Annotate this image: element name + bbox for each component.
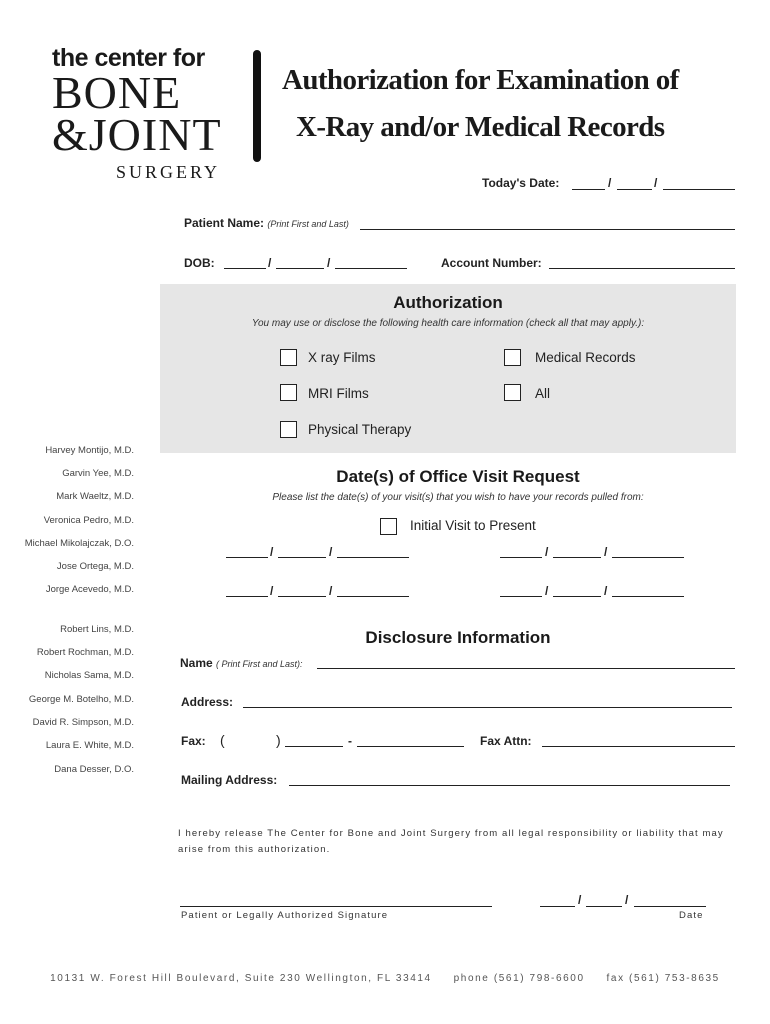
todays-date-month-field[interactable] bbox=[572, 189, 605, 190]
signature-date-month[interactable] bbox=[540, 906, 575, 907]
dob-month-field[interactable] bbox=[224, 268, 266, 269]
visit-date-4-month[interactable] bbox=[500, 596, 542, 597]
fax-number-field[interactable] bbox=[357, 746, 464, 747]
signature-caption: Patient or Legally Authorized Signature bbox=[181, 910, 389, 921]
dob-year-field[interactable] bbox=[335, 268, 407, 269]
physical-therapy-label: Physical Therapy bbox=[308, 422, 412, 437]
logo-divider bbox=[253, 50, 261, 162]
address-field[interactable] bbox=[243, 707, 732, 708]
fax-paren-open: ( bbox=[220, 732, 225, 748]
release-statement: I hereby release The Center for Bone and Joint Surgery from all legal responsibility or liability that may arise from this authorization. bbox=[178, 828, 724, 855]
doctor-name: George M. Botelho, M.D. bbox=[28, 694, 134, 705]
patient-name-label: Patient Name: (Print First and Last) bbox=[184, 216, 349, 230]
signature-date-year[interactable] bbox=[634, 906, 706, 907]
disclosure-name-label: Name ( Print First and Last): bbox=[180, 656, 303, 670]
authorization-subtitle: You may use or disclose the following health care information (check all that may apply.): bbox=[251, 318, 645, 329]
signature-field[interactable] bbox=[180, 906, 492, 907]
visit-date-3-month[interactable] bbox=[226, 596, 268, 597]
xray-films-checkbox[interactable] bbox=[280, 349, 297, 366]
mri-films-label: MRI Films bbox=[308, 386, 369, 401]
visit-date-1-year[interactable] bbox=[337, 557, 409, 558]
logo-text-surgery: SURGERY bbox=[116, 162, 221, 182]
visit-date-2-year[interactable] bbox=[612, 557, 684, 558]
visit-date-2-month[interactable] bbox=[500, 557, 542, 558]
doctor-name: Veronica Pedro, M.D. bbox=[43, 515, 134, 526]
doctor-name: Jorge Acevedo, M.D. bbox=[45, 584, 134, 595]
todays-date-year-field[interactable] bbox=[663, 189, 735, 190]
footer bbox=[0, 973, 770, 984]
visit-date-1-month[interactable] bbox=[226, 557, 268, 558]
doctor-name: Robert Rochman, M.D. bbox=[36, 647, 134, 658]
medical-records-label: Medical Records bbox=[535, 350, 636, 365]
fax-paren-close: ) bbox=[276, 732, 281, 748]
logo-text-line1: the center for bbox=[52, 44, 205, 72]
dob-day-field[interactable] bbox=[276, 268, 324, 269]
doctor-name: Jose Ortega, M.D. bbox=[56, 561, 134, 572]
authorization-title: Authorization bbox=[393, 293, 503, 312]
medical-records-checkbox[interactable] bbox=[504, 349, 521, 366]
logo-text-joint: &JOINT bbox=[52, 109, 222, 160]
visit-date-3-year[interactable] bbox=[337, 596, 409, 597]
doctor-name: Laura E. White, M.D. bbox=[45, 740, 134, 751]
account-number-label: Account Number: bbox=[441, 256, 542, 270]
doctor-name: Nicholas Sama, M.D. bbox=[44, 670, 134, 681]
visit-date-2-day[interactable] bbox=[553, 557, 601, 558]
account-number-field[interactable] bbox=[549, 268, 735, 269]
visits-title: Date(s) of Office Visit Request bbox=[336, 467, 580, 486]
fax-prefix-field[interactable] bbox=[285, 746, 343, 747]
all-checkbox[interactable] bbox=[504, 384, 521, 401]
address-label: Address: bbox=[181, 695, 234, 709]
visits-subtitle: Please list the date(s) of your visit(s) that you wish to have your records pulled from: bbox=[272, 492, 644, 503]
doctor-name: Robert Lins, M.D. bbox=[60, 624, 134, 635]
footer-address: 10131 W. Forest Hill Boulevard, Suite 230 Wellington, FL 33414 bbox=[50, 973, 432, 984]
fax-attn-field[interactable] bbox=[542, 746, 735, 747]
disclosure-name-field[interactable] bbox=[317, 668, 735, 669]
mailing-address-field[interactable] bbox=[289, 785, 730, 786]
doctor-name: Garvin Yee, M.D. bbox=[62, 468, 134, 479]
mailing-address-label: Mailing Address: bbox=[181, 773, 278, 787]
visit-date-4-day[interactable] bbox=[553, 596, 601, 597]
form-title-line2: X-Ray and/or Medical Records bbox=[296, 111, 665, 143]
footer-fax: fax (561) 753-8635 bbox=[606, 973, 720, 984]
doctor-name: Dana Desser, D.O. bbox=[54, 764, 134, 775]
doctor-name: Harvey Montijo, M.D. bbox=[45, 445, 134, 456]
form-title-line1: Authorization for Examination of bbox=[282, 64, 679, 96]
todays-date-day-field[interactable] bbox=[617, 189, 652, 190]
visit-date-3-day[interactable] bbox=[278, 596, 326, 597]
dob-label: DOB: bbox=[184, 256, 215, 270]
initial-visit-label: Initial Visit to Present bbox=[410, 518, 536, 533]
fax-dash: - bbox=[348, 734, 352, 748]
doctor-name: Mark Waeltz, M.D. bbox=[56, 491, 134, 502]
date-caption: Date bbox=[679, 910, 704, 921]
fax-attn-label: Fax Attn: bbox=[480, 734, 532, 748]
fax-area-code-field[interactable] bbox=[228, 746, 276, 747]
visit-date-4-year[interactable] bbox=[612, 596, 684, 597]
all-label: All bbox=[535, 386, 551, 401]
xray-films-label: X ray Films bbox=[308, 350, 376, 365]
visit-date-1-day[interactable] bbox=[278, 557, 326, 558]
mri-films-checkbox[interactable] bbox=[280, 384, 297, 401]
physical-therapy-checkbox[interactable] bbox=[280, 421, 297, 438]
doctor-name: David R. Simpson, M.D. bbox=[32, 717, 134, 728]
initial-visit-checkbox[interactable] bbox=[380, 518, 397, 535]
patient-name-hint: (Print First and Last) bbox=[267, 219, 349, 229]
disclosure-title: Disclosure Information bbox=[365, 628, 551, 647]
logo-text-bone: BONE bbox=[52, 67, 182, 118]
patient-name-field[interactable] bbox=[360, 229, 735, 230]
footer-phone: phone (561) 798-6600 bbox=[453, 973, 585, 984]
todays-date-label: Today's Date: bbox=[482, 176, 560, 190]
doctor-name: Michael Mikolajczak, D.O. bbox=[24, 538, 134, 549]
signature-date-day[interactable] bbox=[586, 906, 622, 907]
fax-label: Fax: bbox=[181, 734, 206, 748]
disclosure-name-hint: ( Print First and Last): bbox=[216, 659, 303, 669]
